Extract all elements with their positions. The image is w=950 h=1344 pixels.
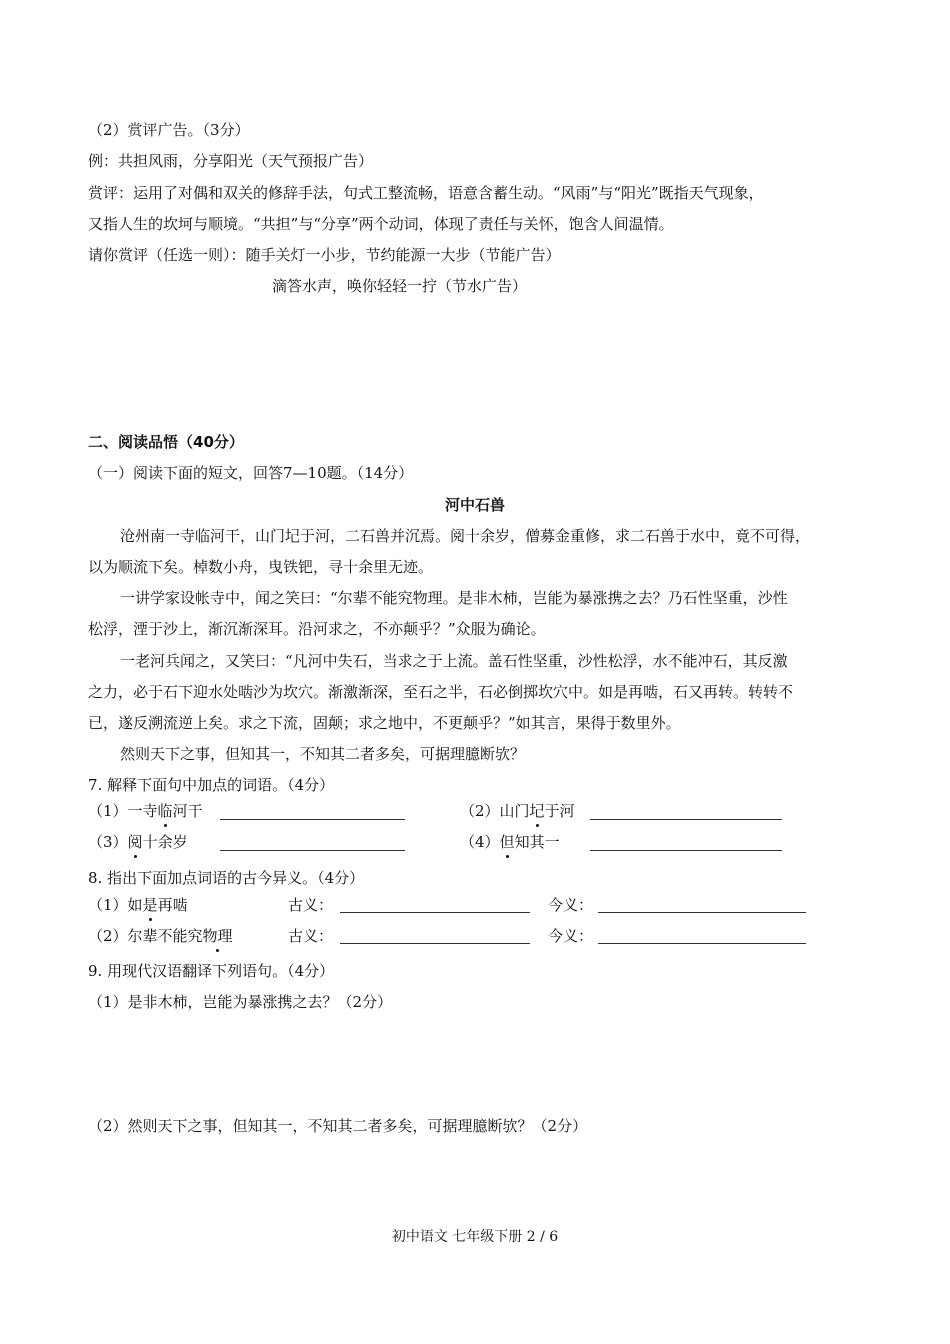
passage-p1-line-2: 以为顺流下矣。棹数小舟，曳铁钯，寻十余里无迹。	[88, 558, 434, 576]
passage-p3-line-2: 之力，必于石下迎水处啮沙为坎穴。渐激渐深，至石之半，石必倒掷坎穴中。如是再啮，石又再转。转转不	[88, 683, 794, 701]
q8-item-1-modern-label: 今义：	[548, 896, 594, 914]
passage-p2-line-2: 松浮，湮于沙上，渐沉渐深耳。沿河求之，不亦颠乎？”众服为确论。	[88, 620, 546, 638]
passage-p3-line-1: 一老河兵闻之，又笑曰：“凡河中失石，当求之于上流。盖石性坚重，沙性松浮，水不能冲石，其反激	[120, 652, 788, 670]
q8-item-1-modern-blank[interactable]	[598, 912, 806, 913]
q9-item-2: （2）然则天下之事，但知其一，不知其二者多矣，可据理臆断欤？（2分）	[88, 1117, 588, 1135]
q7-answer-3-blank[interactable]	[220, 850, 405, 851]
q8-item-2-dotted: 物理	[202, 927, 233, 945]
q8-item-2-ancient-blank[interactable]	[340, 943, 530, 944]
q8-item-2-modern-label: 今义：	[548, 927, 594, 945]
passage-title: 河中石兽	[444, 496, 505, 514]
q7-item-1: （1）一寺临河干	[88, 802, 203, 820]
passage-p1-line-1: 沧州南一寺临河干，山门圮于河，二石兽并沉焉。阅十余岁，僧募金重修，求二石兽于水中，竟不可得，	[120, 527, 811, 545]
q7-item-1-dotted: 临	[157, 802, 173, 820]
q8-item-1-ancient-blank[interactable]	[340, 912, 530, 913]
q8-item-1-dotted: 是	[142, 896, 158, 914]
passage-p4: 然则天下之事，但知其一，不知其二者多矣，可据理臆断欤？	[120, 745, 526, 763]
q9-heading: 9. 用现代汉语翻译下列语句。（4分）	[88, 962, 335, 980]
q8-item-2: （2）尔辈不能究物理	[88, 927, 233, 945]
q7-item-3: （3）阅十余岁	[88, 833, 188, 851]
q7-answer-1-blank[interactable]	[220, 819, 405, 820]
q2-option-2: 滴答水声，唤你轻轻一拧（节水广告）	[272, 277, 528, 295]
q7-item-2-dotted: 圮	[529, 802, 545, 820]
q2-heading: （2）赏评广告。（3分）	[88, 121, 250, 139]
passage-p2-line-1: 一讲学家设帐寺中，闻之笑曰：“尔辈不能究物理。是非木柿，岂能为暴涨携之去？乃石性坚重，沙性	[120, 589, 788, 607]
q8-item-2-modern-blank[interactable]	[598, 943, 806, 944]
q2-comment-line-1: 赏评：运用了对偶和双关的修辞手法，句式工整流畅，语意含蓄生动。“风雨”与“阳光”既指天气现象，	[88, 184, 764, 202]
q2-comment-line-2: 又指人生的坎坷与顺境。“共担”与“分享”两个动词，体现了责任与关怀，饱含人间温情。	[88, 215, 674, 233]
q7-item-4: （4）但知其一	[460, 833, 560, 851]
q8-heading: 8. 指出下面加点词语的古今异义。（4分）	[88, 869, 365, 887]
q2-prompt: 请你赏评（任选一则）：随手关灯一小步，节约能源一大步（节能广告）	[88, 246, 561, 264]
q7-item-4-dotted: 但	[499, 833, 515, 851]
q2-example: 例：共担风雨，分享阳光（天气预报广告）	[88, 152, 374, 170]
q9-item-1: （1）是非木柿，岂能为暴涨携之去？（2分）	[88, 993, 393, 1011]
page-footer: 初中语文 七年级下册 2 / 6	[391, 1229, 559, 1245]
passage-p3-line-3: 已，遂反溯流逆上矣。求之下流，固颠；求之地中，不更颠乎？”如其言，果得于数里外。	[88, 714, 681, 732]
q7-item-2: （2）山门圮于河	[460, 802, 575, 820]
q7-answer-2-blank[interactable]	[590, 819, 782, 820]
q7-heading: 7. 解释下面句中加点的词语。（4分）	[88, 776, 335, 794]
q7-item-3-dotted: 阅	[127, 833, 143, 851]
section-subheading: （一）阅读下面的短文，回答7—10题。（14分）	[88, 464, 414, 482]
q8-item-1: （1）如是再啮	[88, 896, 188, 914]
section-heading: 二、阅读品悟（40分）	[88, 433, 244, 451]
q7-answer-4-blank[interactable]	[590, 850, 782, 851]
q8-item-2-ancient-label: 古义：	[288, 927, 334, 945]
q8-item-1-ancient-label: 古义：	[288, 896, 334, 914]
